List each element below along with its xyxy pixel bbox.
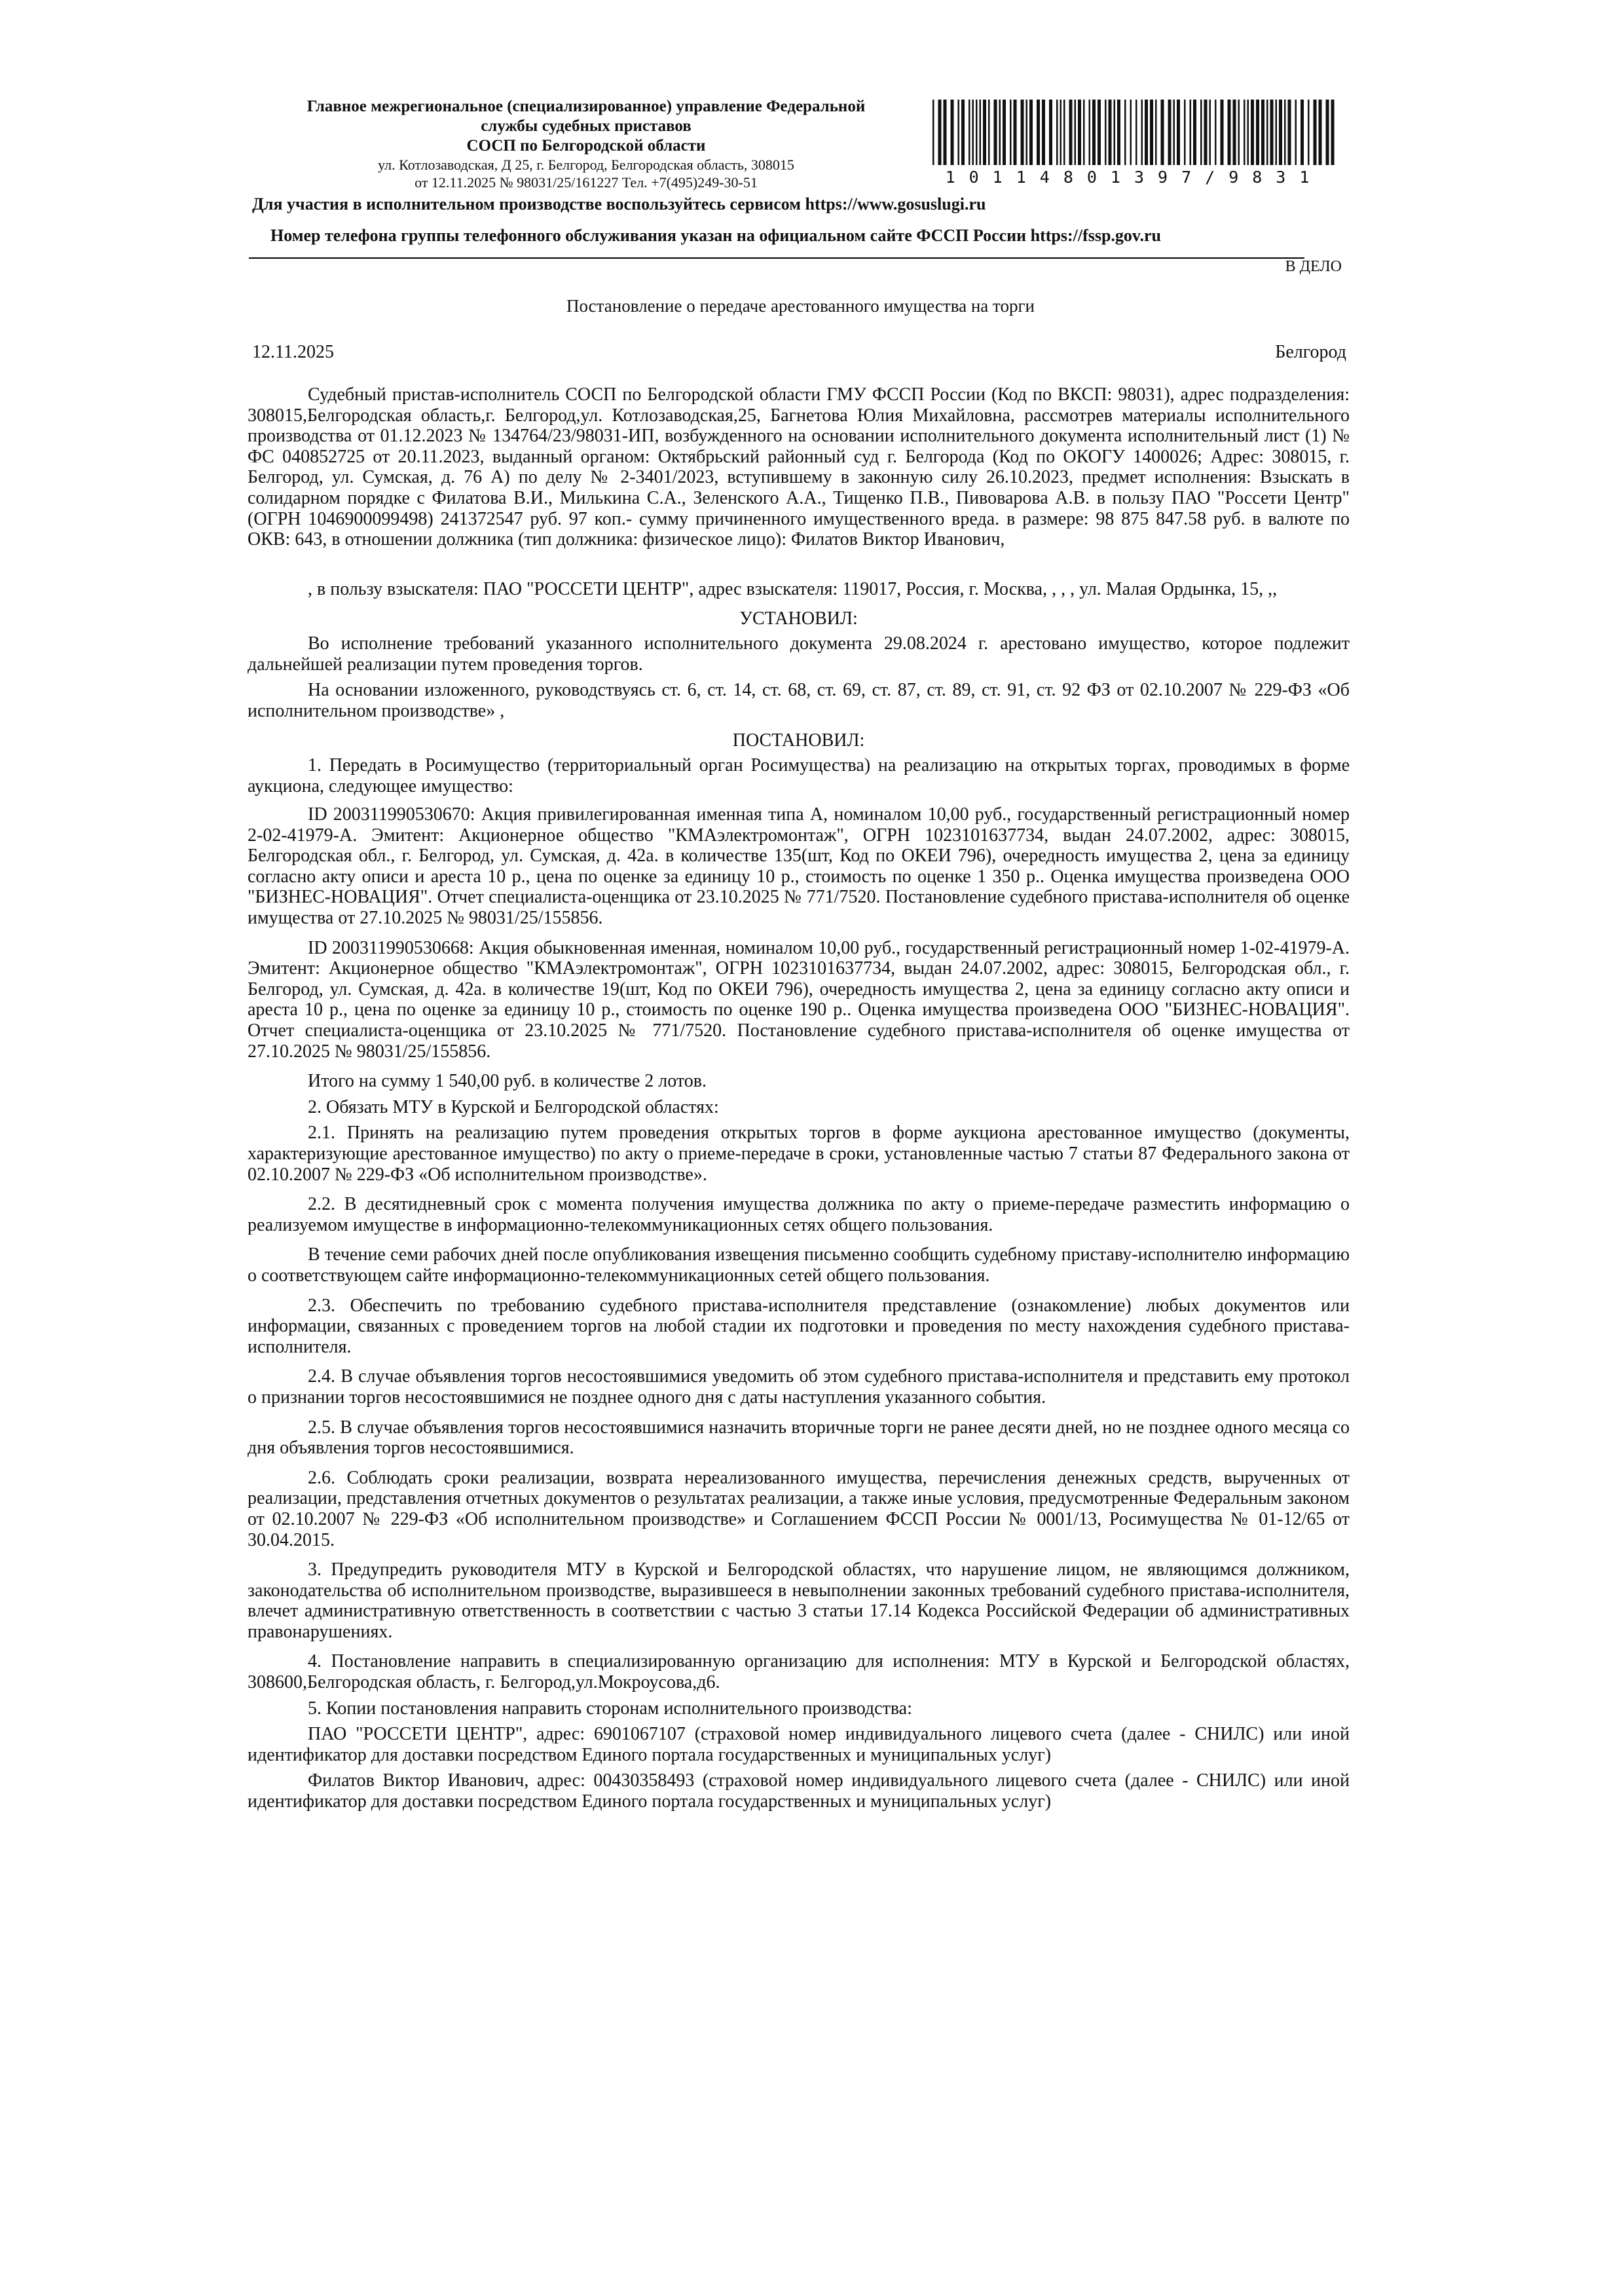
barcode-bar	[1279, 100, 1282, 165]
barcode-bar	[1161, 100, 1164, 165]
barcode-bar	[938, 100, 942, 165]
barcode	[931, 100, 1337, 187]
barcode-bar	[1276, 100, 1278, 165]
barcode-bar	[988, 100, 990, 165]
barcode-bar	[1117, 100, 1120, 165]
letterhead	[252, 97, 920, 191]
barcode-bar	[1173, 100, 1175, 165]
barcode-bar	[1238, 100, 1240, 165]
recipient-filatov: Филатов Виктор Иванович, адрес: 00430358493 (страховой номер индивидуального лицевого счета (далее - СНИЛС) или иной идентификатор для доставки посредством Единого портала государственных и муниципальных услуг)	[248, 1770, 1350, 1812]
barcode-bar	[1326, 100, 1329, 165]
barcode-bar	[1145, 100, 1148, 165]
barcode-bar	[1069, 100, 1073, 165]
divider	[249, 257, 1304, 259]
barcode-bar	[1193, 100, 1196, 165]
ustanovil-paragraph-1: Во исполнение требований указанного исполнительного документа 29.08.2024 г. арестовано имущество, которое подлежит дальнейшей реализации путем проведения торгов.	[248, 633, 1350, 675]
total-line: Итого на сумму 1 540,00 руб. в количестве 2 лотов.	[308, 1071, 707, 1092]
barcode-bar	[1092, 100, 1096, 165]
barcode-bar	[1331, 100, 1335, 165]
v-delo-stamp: В ДЕЛО	[1285, 258, 1342, 275]
barcode-bar	[1114, 100, 1116, 165]
phone-notice: Номер телефона группы телефонного обслуживания указан на официальном сайте ФССП России https://fssp.gov.ru	[270, 226, 1161, 245]
intro-paragraph: Судебный пристав-исполнитель СОСП по Белгородской области ГМУ ФССП России (Код по ВКСП: 98031), адрес подразделения: 308015,Белгородская область,г. Белгород,ул. Котлозаводская,25, Багнетова Юлия Михайловна, рассмотрев материалы исполнительного производства от 01.12.2023 № 134764/23/98031-ИП, возбужденного на основании исполнительного документа исполнительный лист (1) № ФС 040852725 от 20.11.2023, выданный органом: Октябрьский районный суд г. Белгорода (Код по ОКОГУ 1400026; Адрес: 308015, г. Белгород, ул. Сумская, д. 76 А) по делу № 2-3401/2023, вступившему в законную силу 26.10.2023, предмет исполнения: Взыскать в солидарном порядке с Филатова В.И., Милькина С.А., Зеленского А.А., Тищенко П.В., Пивоварова А.В. в пользу ПАО "Россети Центр" (ОГРН 1046900099498) 241372547 руб. 97 коп.- сумму причиненного имущественного вреда. в размере: 98 875 847.58 руб. в валюте по ОКВ: 643, в отношении должника (тип должника: физическое лицо): Филатов Виктор Иванович,	[248, 384, 1350, 550]
barcode-bar	[983, 100, 986, 165]
barcode-bar	[1037, 100, 1040, 165]
barcode-bar	[1130, 100, 1132, 165]
barcode-bar	[1105, 100, 1107, 165]
barcode-bar	[1124, 100, 1126, 165]
barcode-bar	[1215, 100, 1217, 165]
barcode-bar	[1204, 100, 1208, 165]
barcode-bar	[1221, 100, 1224, 165]
barcode-bar	[1029, 100, 1033, 165]
barcode-bar	[1233, 100, 1236, 165]
property-item-2: ID 200311990530668: Акция обыкновенная именная, номиналом 10,00 руб., государственный регистрационный номер 1-02-41979-А. Эмитент: Акционерное общество "КМАэлектромонтаж", ОГРН 1023101637734, выдан 24.07.2002, адрес: 308015, Белгородская обл., г. Белгород, ул. Сумская, д. 42а. в количестве 19(шт, Код по ОКЕИ 796), очередность имущества 2, цена за единицу согласно акту описи и ареста 10 р., цена по оценке за единицу 10 р., стоимость по оценке 190 р.. Оценка имущества произведена ООО "БИЗНЕС-НОВАЦИЯ". Отчет специалиста-оценщика от 23.10.2025 № 771/7520. Постановление судебного пристава-исполнителя об оценке имущества от 27.10.2025 № 98031/25/155856.	[248, 937, 1350, 1062]
barcode-bar	[994, 100, 997, 165]
barcode-bar	[972, 100, 974, 165]
barcode-bar	[1228, 100, 1231, 165]
barcode-bar	[932, 100, 934, 165]
barcode-bar	[1078, 100, 1081, 165]
clause-2-3: 2.3. Обеспечить по требованию судебного пристава-исполнителя представление (ознакомление) любых документов или информации, связанных с проведением торгов на любой стадии их подготовки и проведения по месту нахождения судебного пристава-исполнителя.	[248, 1295, 1350, 1357]
clause-2: 2. Обязать МТУ в Курской и Белгородской областях:	[308, 1096, 719, 1117]
barcode-bar	[1295, 100, 1297, 165]
barcode-bar	[1021, 100, 1024, 165]
barcode-bar	[1270, 100, 1274, 165]
barcode-bar	[1284, 100, 1286, 165]
barcode-bar	[1184, 100, 1186, 165]
clause-2-2: 2.2. В десятидневный срок с момента получения имущества должника по акту о приеме-передаче разместить информацию о реализуемом имуществе в информационно-телекоммуникационных сетях общего пользования.	[248, 1194, 1350, 1235]
org-name-line-3: СОСП по Белгородской области	[466, 137, 706, 155]
barcode-bar	[1247, 100, 1249, 165]
barcode-bar	[1098, 100, 1101, 165]
clause-5: 5. Копии постановления направить сторонам исполнительного производства:	[308, 1698, 912, 1719]
recipient-rosseti: ПАО "РОССЕТИ ЦЕНТР", адрес: 6901067107 (страховой номер индивидуального лицевого счета (далее - СНИЛС) или иной идентификатор для доставки посредством Единого портала государственных и муниципальных услуг)	[248, 1724, 1350, 1765]
barcode-number: 10114801397/9831	[945, 168, 1323, 187]
barcode-bar	[1063, 100, 1065, 165]
clause-1: 1. Передать в Росимущество (территориальный орган Росимущества) на реализацию на открытых торгах, проводимых в форме аукциона, следующее имущество:	[248, 755, 1350, 796]
barcode-bar	[1010, 100, 1012, 165]
clause-2-1: 2.1. Принять на реализацию путем проведения открытых торгов в форме аукциона арестованное имущество (документы, характеризующие арестованное имущество) по акту о приеме-передаче в сроки, установленные частью 7 статьи 87 Федерального закона от 02.10.2007 № 229-ФЗ «Об исполнительном производстве».	[248, 1123, 1350, 1185]
barcode-bar	[1251, 100, 1254, 165]
barcode-bar	[944, 100, 947, 165]
barcode-bar	[1056, 100, 1058, 165]
org-name-line-1: Главное межрегиональное (специализированное) управление Федеральной	[306, 98, 866, 115]
barcode-bar	[1200, 100, 1202, 165]
document-title: Постановление о передаче арестованного имущества на торги	[566, 296, 1035, 316]
clause-2-2-notice: В течение семи рабочих дней после опубликования извещения письменно сообщить судебному приставу-исполнителю информацию о соответствующем сайте информационно-телекоммуникационных сетей общего пользования.	[248, 1244, 1350, 1286]
barcode-bar	[1026, 100, 1028, 165]
barcode-bar	[1014, 100, 1017, 165]
clause-2-6: 2.6. Соблюдать сроки реализации, возврата нереализованного имущества, перечисления денежных средств, вырученных от реализации, представления отчетных документов о результатах реализации, а также иные условия, предусмотренные Федеральным законом от 02.10.2007 № 229-ФЗ «Об исполнительном производстве» и Соглашением ФССП России № 0001/13, Росимущества № 01-12/65 от 30.04.2015.	[248, 1467, 1350, 1550]
barcode-bar	[1042, 100, 1045, 165]
barcode-bar	[1190, 100, 1192, 165]
org-name-line-2: службы судебных приставов	[481, 117, 692, 135]
barcode-bar	[1060, 100, 1062, 165]
barcode-bar	[1049, 100, 1052, 165]
barcode-bar	[1135, 100, 1137, 165]
barcode-bar	[1261, 100, 1264, 165]
barcode-bar	[1177, 100, 1180, 165]
barcode-bar	[1150, 100, 1153, 165]
clause-2-5: 2.5. В случае объявления торгов несостоявшимися назначить вторичные торги не ранее десяти дней, но не позднее одного месяца со дня объявления торгов несостоявшимися.	[248, 1417, 1350, 1459]
barcode-bar	[1314, 100, 1317, 165]
barcode-bar	[1266, 100, 1268, 165]
postanovil-heading: ПОСТАНОВИЛ:	[732, 730, 865, 751]
clause-3: 3. Предупредить руководителя МТУ в Курской и Белгородской областях, что нарушение лицом, не являющимся должником, законодательства об исполнительном производстве, выразившееся в невыполнении законных требований судебного пристава-исполнителя, влечет административную ответственность в соответствии с частью 3 статьи 17.14 Кодекса Российской Федерации об административных правонарушениях.	[248, 1559, 1350, 1642]
barcode-bar	[999, 100, 1001, 165]
barcode-bar	[1319, 100, 1322, 165]
barcode-bar	[961, 100, 965, 165]
gosuslugi-notice: Для участия в исполнительном производстве воспользуйтесь сервисом https://www.gosuslugi.ru	[252, 195, 986, 214]
document-date: 12.11.2025	[252, 342, 334, 362]
barcode-bar	[1109, 100, 1112, 165]
barcode-bar	[1155, 100, 1157, 165]
barcode-bar	[1141, 100, 1143, 165]
registration-line: от 12.11.2025 № 98031/25/161227 Тел. +7(495)249-30-51	[415, 174, 758, 191]
barcode-bar	[1168, 100, 1172, 165]
barcode-bar	[1244, 100, 1246, 165]
barcode-bar	[1089, 100, 1091, 165]
barcode-bar	[1308, 100, 1310, 165]
barcode-bar	[951, 100, 954, 165]
ustanovil-paragraph-2: На основании изложенного, руководствуясь ст. 6, ст. 14, ст. 68, ст. 69, ст. 87, ст. 89, ст. 91, ст. 92 ФЗ от 02.10.2007 № 229-ФЗ «Об исполнительном производстве» ,	[248, 680, 1350, 721]
document-city: Белгород	[1275, 342, 1346, 362]
property-item-1: ID 200311990530670: Акция привилегированная именная типа А, номиналом 10,00 руб., государственный регистрационный номер 2-02-41979-А. Эмитент: Акционерное общество "КМАэлектромонтаж", ОГРН 1023101637734, выдан 24.07.2002, адрес: 308015, Белгородская обл., г. Белгород, ул. Сумская, д. 42а. в количестве 135(шт, Код по ОКЕИ 796), очередность имущества 2, цена за единицу согласно акту описи и ареста 10 р., цена по оценке за единицу 10 р., стоимость по оценке 1 350 р.. Оценка имущества произведена ООО "БИЗНЕС-НОВАЦИЯ". Отчет специалиста-оценщика от 23.10.2025 № 771/7520. Постановление судебного пристава-исполнителя об оценке имущества от 27.10.2025 № 98031/25/155856.	[248, 804, 1350, 929]
ustanovil-heading: УСТАНОВИЛ:	[739, 608, 858, 629]
barcode-bar	[1256, 100, 1259, 165]
creditor-paragraph: , в пользу взыскателя: ПАО "РОССЕТИ ЦЕНТР", адрес взыскателя: 119017, Россия, г. Москва, , , , ул. Малая Ордынка, 15, ,,	[308, 578, 1278, 599]
barcode-bar	[969, 100, 970, 165]
barcode-bar	[976, 100, 978, 165]
clause-4: 4. Постановление направить в специализированную организацию для исполнения: МТУ в Курской и Белгородской областях, 308600,Белгородская область, г. Белгород,ул.Мокроусова,д6.	[248, 1651, 1350, 1693]
org-address: ул. Котлозаводская, Д 25, г. Белгород, Белгородская область, 308015	[378, 157, 794, 173]
barcode-bar	[1301, 100, 1304, 165]
barcode-bar	[1075, 100, 1077, 165]
barcode-bar	[1003, 100, 1006, 165]
barcode-bar	[980, 100, 982, 165]
barcode-bar	[1209, 100, 1211, 165]
document-body	[248, 384, 1350, 1818]
barcode-bar	[958, 100, 960, 165]
clause-2-4: 2.4. В случае объявления торгов несостоявшимися уведомить об этом судебного пристава-исполнителя и представить ему протокол о признании торгов несостоявшимися не позднее одного дня с даты наступления указанного события.	[248, 1366, 1350, 1408]
barcode-bar	[1083, 100, 1085, 165]
barcode-bars	[931, 100, 1337, 165]
barcode-bar	[1288, 100, 1291, 165]
